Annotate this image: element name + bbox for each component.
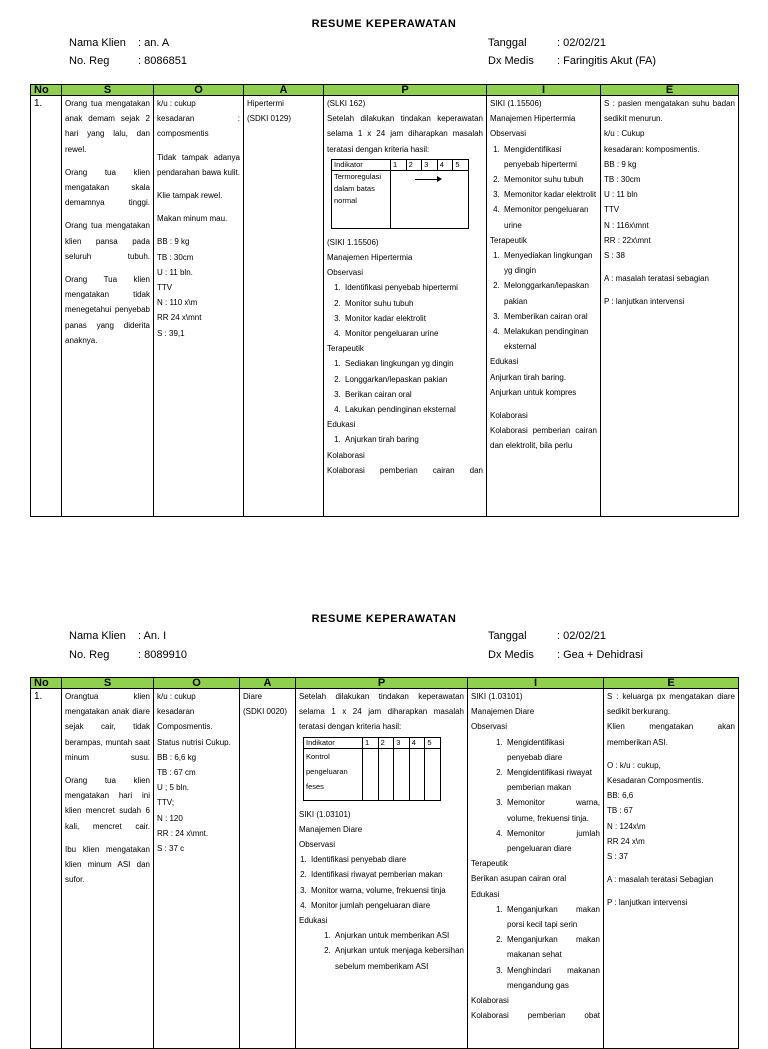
- p-siki: SIKI (1.03101): [299, 809, 351, 819]
- row-number: 1.: [34, 691, 43, 702]
- i-edu: Edukasi: [490, 357, 519, 367]
- o-text: Klie tampak rewel.: [157, 191, 223, 201]
- resume2-dx-value: : Gea + Dehidrasi: [557, 649, 643, 661]
- ind-header: Indikator: [332, 159, 391, 170]
- s-text: Orang Tua klien mengatakan tidak menegetahui penyebab panas yang diderita anaknya.: [65, 275, 150, 345]
- ind-header: 5: [453, 159, 469, 170]
- p-kol-text: Kolaborasi pemberian cairan dan: [327, 465, 483, 475]
- e-text: O : k/u : cukup,: [607, 760, 661, 770]
- arrow-icon: [415, 179, 440, 181]
- resume2-nama-value: : An. I: [138, 630, 167, 642]
- e-text: U : 11 bln: [604, 190, 638, 200]
- p-slki: (SLKI 162): [327, 99, 366, 108]
- ind-header: Indikator: [304, 737, 363, 748]
- i-ter-item: 3. Memberikan cairan oral: [502, 309, 597, 324]
- ind-header: 3: [422, 159, 438, 170]
- ind-cell: [394, 748, 410, 800]
- header-e: E: [601, 85, 739, 96]
- o-text: Tidak tampak adanya pendarahan bawa kulit.: [157, 152, 240, 177]
- header-a: A: [240, 678, 296, 689]
- s-text: Orang tua mengatakan klien pansa pada seluruh tubuh.: [65, 221, 150, 261]
- i-edu-item: 3. Menghindari makanan mengandung gas: [505, 963, 600, 993]
- o-text: RR : 24 x\mnt.: [157, 828, 209, 838]
- i-kol-text: Kolaborasi pemberian obat: [471, 1011, 600, 1021]
- i-ter: Terapeutik: [471, 859, 508, 869]
- i-obs-item: 1. Mengidentifikasi penyebab hipertermi: [502, 142, 597, 172]
- o-text: N : 110 x\m: [157, 298, 198, 308]
- o-text: Composmentis.: [157, 722, 213, 732]
- header-p: P: [296, 678, 468, 689]
- cell-p: [296, 689, 468, 1049]
- o-text: S : 39,1: [157, 328, 185, 338]
- resume1-dx-label: Dx Medis: [488, 55, 534, 67]
- header-s: S: [62, 678, 154, 689]
- o-text: Status nutrisi Cukup.: [157, 737, 231, 747]
- e-text: TB : 30cm: [604, 175, 641, 185]
- p-manajemen: Manajemen Hipertermia: [327, 253, 413, 263]
- resume2-dx-label: Dx Medis: [488, 649, 534, 661]
- p-edu-item: 2. Anjurkan untuk menjaga kebersihan sebelum memberikam ASI: [333, 943, 464, 973]
- row-number: 1.: [34, 98, 43, 109]
- o-text: S : 37 c: [157, 844, 185, 854]
- p-ter-item: 4. Lakukan pendinginan eksternal: [343, 402, 483, 417]
- i-obs-item: 3. Memonitor kadar elektrolit: [502, 187, 597, 202]
- o-text: k/u : cukup: [157, 692, 196, 701]
- p-obs-item: 1. Identifikasi penyebab hipertermi: [343, 280, 483, 295]
- e-text: N : 124x\m: [607, 821, 646, 831]
- resume2-noreg-value: : 8089910: [138, 649, 187, 661]
- o-text: TTV: [157, 283, 173, 293]
- p-manajemen: Manajemen Diare: [299, 824, 363, 834]
- i-manajemen: Manajemen Diare: [471, 707, 535, 717]
- i-obs-item: 2. Memonitor suhu tubuh: [502, 172, 597, 187]
- e-text: N : 116x\mnt: [604, 220, 649, 230]
- i-edu-2: Anjurkan untuk kompres: [490, 387, 577, 397]
- cell-s: [62, 96, 154, 517]
- ind-header: 4: [409, 737, 425, 748]
- i-obs-item: 3. Memonitor warna, volume, frekuensi tinja.: [505, 795, 600, 825]
- header-no: No: [31, 85, 62, 96]
- o-text: U ; 5 bln.: [157, 783, 190, 793]
- e-text: Klien mengatakan akan memberikan ASI.: [607, 722, 735, 747]
- p-obs-item: 2. Identifikasi riwayat pemberian makan: [309, 867, 464, 882]
- s-text: Orang tua mengatakan anak demam sejak 2 hari yang lalu, dan rewel.: [65, 99, 150, 154]
- cell-a: [240, 689, 296, 1049]
- ind-header: 3: [394, 737, 410, 748]
- e-text: A : masalah teratasi Sebagian: [607, 875, 714, 885]
- o-text: U : 11 bln.: [157, 267, 193, 277]
- i-edu-item: 1. Menganjurkan makan porsi kecil tapi serin: [505, 902, 600, 932]
- o-text: BB : 6,6 kg: [157, 752, 197, 762]
- i-obs-item: 2. Mengidentifikasi riwayat pemberian makan: [505, 765, 600, 795]
- e-text: TTV: [604, 205, 620, 215]
- i-ter-item: 1. Menyediakan lingkungan yg dingin: [502, 248, 597, 278]
- resume1-title: RESUME KEPERAWATAN: [311, 18, 457, 30]
- p-obs-item: 3. Monitor warna, volume, frekuensi tinja: [309, 883, 464, 898]
- p-obs-item: 2. Monitor suhu tubuh: [343, 296, 483, 311]
- i-manajemen: Manajemen Hipertermia: [490, 114, 576, 124]
- cell-i: [468, 689, 604, 1049]
- resume1-nama-label: Nama Klien: [69, 37, 126, 49]
- ind-header: 5: [425, 737, 441, 748]
- i-ter-item: 2. Melonggarkan/lepaskan pakian: [502, 278, 597, 308]
- e-text: k/u : Cukup: [604, 129, 645, 139]
- i-siki: SIKI (1.03101): [471, 692, 523, 701]
- cell-o: [154, 96, 244, 517]
- i-ter-item: 4. Melakukan pendinginan eksternal: [502, 324, 597, 354]
- header-s: S: [62, 85, 154, 96]
- a-text: Diare: [243, 692, 263, 701]
- p-obs-item: 4. Monitor pengeluaran urine: [343, 326, 483, 341]
- i-obs-item: 1. Mengidentifikasi penyebab diare: [505, 735, 600, 765]
- p-kol: Kolaborasi: [327, 450, 365, 460]
- p-obs-item: 4. Monitor jumlah pengeluaran diare: [309, 898, 464, 913]
- a-text: (SDKI 0129): [247, 114, 292, 124]
- resume1-dx-value: : Faringitis Akut (FA): [557, 55, 657, 67]
- p-intro: Setelah dilakukan tindakan keperawatan selama 1 x 24 jam diharapkan masalah teratasi dengan kriteria hasil:: [299, 692, 464, 732]
- e-text: kesadaran: komposmentis.: [604, 144, 700, 154]
- ind-header: 2: [378, 737, 394, 748]
- o-text: N : 120: [157, 813, 183, 823]
- p-ter-item: 2. Longgarkan/lepaskan pakian: [343, 372, 483, 387]
- ind-row-label: Kontrol pengeluaran feses: [304, 748, 363, 800]
- e-text: P : lanjutkan intervensi: [607, 898, 688, 908]
- e-text: BB: 6,6: [607, 791, 634, 801]
- ind-cell: [425, 748, 441, 800]
- header-o: O: [154, 678, 240, 689]
- o-text: RR 24 x\mnt: [157, 313, 202, 323]
- ind-row-value: [391, 170, 469, 228]
- i-kol-text: Kolaborasi pemberian cairan dan elektrolit, bila perlu: [490, 426, 597, 451]
- resume2-tanggal-value: : 02/02/21: [557, 630, 606, 642]
- resume1-table: [30, 84, 739, 517]
- o-text: BB : 9 kg: [157, 237, 190, 247]
- resume2-tanggal-label: Tanggal: [488, 630, 527, 642]
- e-text: TB : 67: [607, 806, 633, 816]
- o-text: Makan minum mau.: [157, 214, 228, 224]
- p-obs: Observasi: [299, 840, 336, 850]
- o-text: TB : 30cm: [157, 252, 194, 262]
- s-text: Orang tua klien mengatakan skala demamnya tinggi.: [65, 167, 150, 208]
- resume2-nama-label: Nama Klien: [69, 630, 126, 642]
- i-ter: Terapeutik: [490, 235, 527, 245]
- e-text: A : masalah teratasi sebagian: [604, 274, 709, 284]
- o-text: TTV;: [157, 798, 175, 808]
- cell-o: [154, 689, 240, 1049]
- a-text: Hipertermi: [247, 99, 284, 108]
- e-text: RR : 22x\mnt: [604, 235, 651, 245]
- s-text: Ibu klien mengatakan klien minum ASI dan sufor.: [65, 844, 150, 885]
- i-kol: Kolaborasi: [490, 411, 528, 421]
- ind-cell: [378, 748, 394, 800]
- resume1-noreg-value: : 8086851: [138, 55, 187, 67]
- e-text: S : 37: [607, 852, 628, 862]
- ind-header: 2: [406, 159, 422, 170]
- o-text: kesadaran :: [157, 114, 240, 124]
- cell-no: [31, 689, 62, 1049]
- i-edu-item: 2. Menganjurkan makan makanan sehat: [505, 932, 600, 962]
- header-i: I: [487, 85, 601, 96]
- o-text: kesadaran: [157, 707, 195, 717]
- resume1-tanggal-label: Tanggal: [488, 37, 527, 49]
- resume2-row: [31, 689, 739, 1049]
- indicator-table: [303, 737, 441, 801]
- indicator-table: [331, 159, 469, 229]
- p-obs-item: 3. Monitor kadar elektrolit: [343, 311, 483, 326]
- p-ter-item: 3. Berikan cairan oral: [343, 387, 483, 402]
- e-text: S : 38: [604, 251, 625, 261]
- cell-s: [62, 689, 154, 1049]
- p-edu: Edukasi: [299, 916, 328, 926]
- i-ter-text: Berikan asupan cairan oral: [471, 874, 567, 884]
- i-siki: SIKI (1.15506): [490, 99, 542, 108]
- e-text: RR 24 x\m: [607, 836, 645, 846]
- resume2-title: RESUME KEPERAWATAN: [311, 613, 457, 625]
- e-text: BB : 9 kg: [604, 159, 637, 169]
- e-text: P : lanjutkan intervensi: [604, 297, 685, 307]
- resume1-nama-value: : an. A: [138, 37, 170, 49]
- e-text: S : keluarga px mengatakan diare sedikit berkurang.: [607, 692, 735, 717]
- resume1-header-row: [31, 85, 739, 96]
- i-obs: Observasi: [471, 722, 508, 732]
- p-ter-item: 1. Sediakan lingkungan yg dingin: [343, 356, 483, 371]
- ind-cell: [363, 748, 379, 800]
- cell-no: [31, 96, 62, 517]
- a-text: (SDKI 0020): [243, 707, 288, 717]
- e-text: Kesadaran Composmentis.: [607, 776, 704, 786]
- header-o: O: [154, 85, 244, 96]
- ind-row-label: Termoregulasi dalam batas normal: [332, 170, 391, 228]
- o-text: TB : 67 cm: [157, 768, 196, 778]
- s-text: Orangtua klien mengatakan anak diare sejak cair, tidak berampas, muntah saat minum susu.: [65, 692, 150, 762]
- p-siki: (SIKI 1.15506): [327, 237, 379, 247]
- header-p: P: [324, 85, 487, 96]
- resume1-tanggal-value: : 02/02/21: [557, 37, 606, 49]
- p-edu-item: 1. Anjurkan tirah baring: [343, 432, 483, 447]
- cell-e: [601, 96, 739, 517]
- i-edu: Edukasi: [471, 889, 500, 899]
- resume2-noreg-label: No. Reg: [69, 649, 110, 661]
- resume1-row: [31, 96, 739, 517]
- ind-header: 1: [391, 159, 407, 170]
- p-edu-item: 1. Anjurkan untuk memberikan ASI: [333, 928, 464, 943]
- cell-a: [244, 96, 324, 517]
- ind-cell: [409, 748, 425, 800]
- cell-i: [487, 96, 601, 517]
- header-i: I: [468, 678, 604, 689]
- header-no: No: [31, 678, 62, 689]
- i-kol: Kolaborasi: [471, 996, 509, 1006]
- i-edu-1: Anjurkan tirah baring.: [490, 372, 567, 382]
- e-text: S : pasien mengatakan suhu badan sedikit menurun.: [604, 99, 735, 124]
- p-intro: Setelah dilakukan tindakan keperawatan selama 1 x 24 jam diharapkan masalah teratasi dengan kriteria hasil:: [327, 114, 483, 154]
- i-obs-item: 4. Memonitor jumlah pengeluaran diare: [505, 826, 600, 856]
- p-obs: Observasi: [327, 268, 364, 278]
- header-e: E: [604, 678, 739, 689]
- p-obs-item: 1. Identifikasi penyebab diare: [309, 852, 464, 867]
- ind-header: 1: [363, 737, 379, 748]
- resume1-noreg-label: No. Reg: [69, 55, 110, 67]
- i-obs-item: 4. Memonitor pengeluaran urine: [502, 202, 597, 232]
- resume2-header-row: [31, 678, 739, 689]
- ind-header: 4: [437, 159, 453, 170]
- header-a: A: [244, 85, 324, 96]
- s-text: Orang tua klien mengatakan hari ini klien mencret sudah 6 kali, mencret cair.: [65, 776, 150, 831]
- o-text: composmentis: [157, 129, 209, 139]
- p-edu: Edukasi: [327, 420, 356, 430]
- o-text: k/u : cukup: [157, 99, 196, 108]
- cell-p: [324, 96, 487, 517]
- i-obs: Observasi: [490, 129, 527, 139]
- resume2-table: [30, 677, 739, 1049]
- cell-e: [604, 689, 739, 1049]
- p-ter: Terapeutik: [327, 344, 364, 354]
